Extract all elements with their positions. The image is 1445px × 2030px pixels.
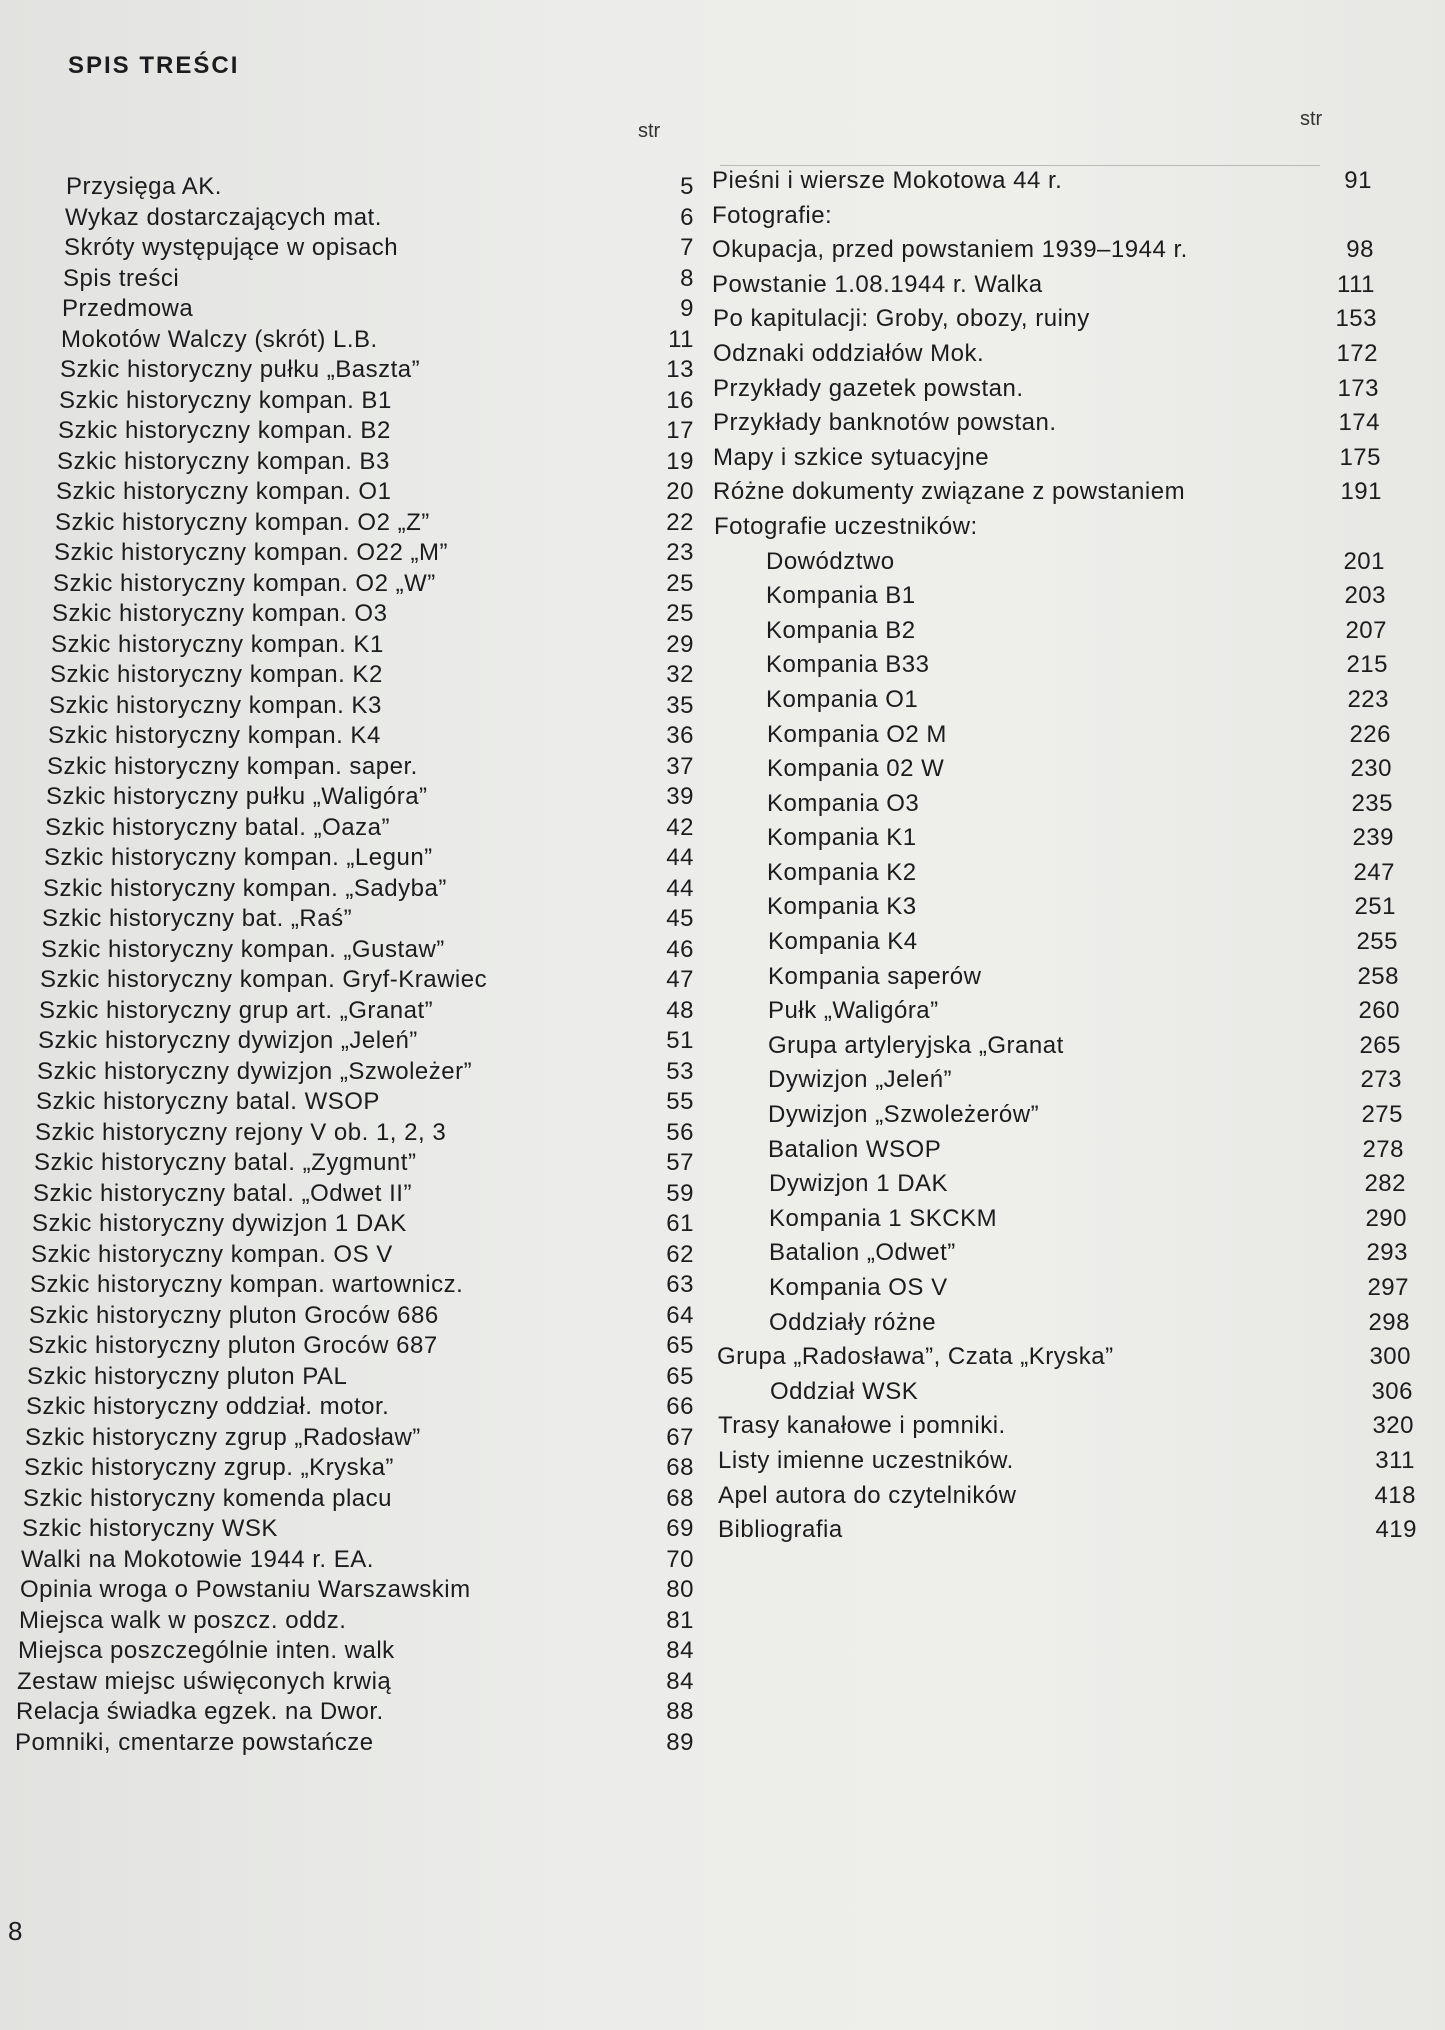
- toc-entry: [712, 268, 1392, 303]
- toc-entry-page: 80: [666, 1576, 694, 1603]
- toc-entry: [712, 233, 1392, 268]
- toc-entry-page: 275: [1361, 1101, 1403, 1129]
- toc-entry: [34, 1148, 734, 1179]
- toc-entry: [22, 1514, 722, 1545]
- toc-entry-title: Szkic historyczny pluton PAL: [27, 1362, 348, 1390]
- toc-entry-title: Szkic historyczny kompan. K3: [49, 691, 382, 719]
- toc-entry-title: Szkic historyczny kompan. O2 „W”: [53, 569, 436, 597]
- toc-entry: [717, 1236, 1408, 1271]
- toc-entry-page: 29: [666, 630, 694, 658]
- toc-entry-page: 22: [666, 508, 694, 536]
- toc-entry-page: 223: [1347, 685, 1389, 713]
- toc-entry: [24, 1453, 724, 1484]
- toc-entry-title: Szkic historyczny kompan. O1: [56, 478, 392, 505]
- toc-entry-title: Szkic historyczny grup art. „Granat”: [39, 996, 434, 1024]
- toc-entry-title: Szkic historyczny dywizjon „Szwoleżer”: [37, 1057, 473, 1085]
- toc-entry-title: Szkic historyczny kompan. wartownicz.: [30, 1271, 464, 1298]
- toc-entry-page: 55: [666, 1088, 694, 1115]
- toc-entry-title: Szkic historyczny bat. „Raś”: [42, 905, 353, 932]
- toc-entry: [59, 386, 759, 417]
- toc-entry-title: Mapy i szkice sytuacyjne: [713, 443, 990, 471]
- toc-entry-page: 45: [666, 905, 694, 932]
- toc-entry: [714, 648, 1394, 683]
- left-page-column-header: str: [638, 120, 661, 142]
- toc-left-column: [14, 172, 714, 1758]
- toc-entry-title: Kompania K2: [767, 858, 917, 886]
- toc-entry: [61, 325, 761, 356]
- toc-entry: [26, 1392, 726, 1423]
- toc-entry-page: 5: [680, 173, 694, 200]
- toc-entry: [718, 1479, 1416, 1514]
- toc-entry: [60, 355, 760, 386]
- toc-entry-page: 418: [1374, 1481, 1416, 1509]
- toc-entry: [66, 172, 766, 203]
- toc-entry: [63, 264, 763, 295]
- toc-entry: [716, 1063, 1402, 1098]
- toc-entry-page: 56: [666, 1118, 694, 1146]
- toc-entry-page: 32: [666, 661, 694, 688]
- toc-entry-page: 297: [1367, 1274, 1409, 1301]
- toc-entry-page: 68: [666, 1484, 694, 1512]
- toc-entry-title: Dowództwo: [766, 547, 895, 575]
- toc-entry-page: 62: [666, 1240, 694, 1268]
- toc-entry: [17, 1667, 717, 1698]
- toc-entry: [48, 721, 748, 752]
- toc-entry-page: 57: [666, 1149, 694, 1176]
- toc-entry-title: Listy imienne uczestników.: [718, 1446, 1014, 1474]
- toc-entry-page: 68: [666, 1454, 694, 1481]
- toc-entry-page: 235: [1351, 789, 1393, 817]
- toc-entry-page: 298: [1368, 1308, 1410, 1336]
- toc-entry-title: Szkic historyczny kompan. „Gustaw”: [41, 935, 445, 963]
- toc-entry-page: 8: [680, 264, 694, 292]
- toc-entry-page: 63: [666, 1271, 694, 1298]
- toc-entry: [54, 538, 754, 569]
- toc-entry-title: Grupa „Radosława”, Czata „Kryska”: [717, 1343, 1114, 1371]
- toc-entry: [713, 475, 1393, 510]
- toc-entry: [28, 1331, 728, 1362]
- toc-entry-page: 84: [666, 1637, 694, 1664]
- toc-entry-title: Szkic historyczny kompan. Gryf-Krawiec: [40, 966, 488, 993]
- toc-entry-title: Szkic historyczny kompan. K1: [51, 630, 384, 658]
- toc-entry: [58, 416, 758, 447]
- toc-entry-page: 273: [1360, 1066, 1402, 1094]
- toc-entry: [715, 787, 1395, 822]
- toc-entry: [45, 813, 745, 844]
- toc-entry: [713, 406, 1393, 441]
- toc-entry-page: 311: [1375, 1446, 1415, 1474]
- toc-entry-page: 35: [666, 691, 694, 719]
- toc-entry-title: Fotografie uczestników:: [714, 512, 978, 540]
- toc-entry-page: 39: [666, 783, 694, 810]
- page-title: SPIS TREŚCI: [68, 52, 240, 79]
- toc-entry-page: 207: [1345, 616, 1387, 644]
- toc-entry-title: Dywizjon „Szwoleżerów”: [768, 1101, 1040, 1129]
- toc-entry-title: Szkic historyczny zgrup „Radosław”: [25, 1423, 421, 1451]
- toc-entry: [23, 1484, 723, 1515]
- toc-entry: [716, 960, 1399, 995]
- toc-entry-title: Szkic historyczny kompan. O22 „M”: [54, 539, 448, 566]
- toc-entry-title: Szkic historyczny batal. „Zygmunt”: [34, 1149, 417, 1176]
- toc-entry: [47, 752, 747, 783]
- toc-entry-title: Szkic historyczny kompan. B1: [59, 386, 392, 414]
- toc-entry: [715, 752, 1395, 787]
- toc-entry-page: 66: [666, 1393, 694, 1420]
- toc-entry: [32, 1209, 732, 1240]
- toc-entry-page: 64: [666, 1301, 694, 1329]
- toc-entry-title: Szkic historyczny pułku „Baszta”: [60, 356, 421, 383]
- toc-entry: [31, 1240, 731, 1271]
- toc-entry-title: Przykłady gazetek powstan.: [713, 374, 1024, 402]
- toc-entry: [716, 994, 1400, 1029]
- toc-entry: [714, 510, 1394, 545]
- toc-entry-page: 59: [666, 1179, 694, 1207]
- toc-entry: [717, 1340, 1411, 1375]
- toc-entry: [714, 545, 1394, 580]
- toc-entry-title: Różne dokumenty związane z powstaniem: [713, 478, 1186, 506]
- toc-entry-title: Kompania O3: [767, 789, 920, 817]
- toc-entry-title: Kompania K3: [767, 893, 917, 921]
- toc-entry: [18, 1636, 718, 1667]
- toc-entry-title: Kompania saperów: [768, 962, 982, 990]
- toc-entry: [716, 1098, 1403, 1133]
- toc-entry: [49, 691, 749, 722]
- toc-entry: [35, 1118, 735, 1149]
- toc-entry: [716, 925, 1396, 960]
- toc-entry-title: Dywizjon „Jeleń”: [768, 1066, 953, 1094]
- toc-entry-page: 46: [666, 935, 694, 963]
- toc-entry-title: Szkic historyczny kompan. „Legun”: [44, 844, 433, 871]
- toc-entry-page: 25: [666, 569, 694, 597]
- toc-entry-title: Szkic historyczny zgrup. „Kryska”: [24, 1454, 394, 1481]
- toc-entry: [715, 821, 1395, 856]
- toc-entry-page: 191: [1340, 478, 1382, 506]
- toc-entry-page: 44: [666, 874, 694, 902]
- toc-entry-title: Szkic historyczny kompan. B2: [58, 417, 391, 444]
- toc-entry-page: 265: [1359, 1031, 1401, 1059]
- toc-entry: [718, 1444, 1415, 1479]
- toc-entry: [718, 1375, 1413, 1410]
- toc-entry-page: 278: [1362, 1135, 1404, 1163]
- toc-entry-title: Szkic historyczny kompan. O2 „Z”: [55, 508, 430, 536]
- toc-entry-title: Kompania 1 SKCKM: [769, 1204, 998, 1232]
- toc-entry-title: Batalion „Odwet”: [769, 1239, 956, 1267]
- toc-entry-title: Szkic historyczny batal. „Oaza”: [45, 813, 390, 841]
- toc-entry: [715, 856, 1395, 891]
- toc-entry-page: 293: [1366, 1239, 1408, 1267]
- toc-entry: [712, 164, 1392, 199]
- toc-entry-title: Apel autora do czytelników: [718, 1481, 1017, 1509]
- toc-entry-title: Po kapitulacji: Groby, obozy, ruiny: [713, 305, 1090, 333]
- toc-entry-title: Kompania B33: [766, 651, 930, 679]
- toc-entry: [27, 1362, 727, 1393]
- toc-entry: [56, 477, 756, 508]
- toc-entry-page: 419: [1375, 1516, 1417, 1544]
- toc-entry: [36, 1087, 736, 1118]
- toc-entry-page: 175: [1339, 443, 1381, 471]
- toc-entry-page: 88: [666, 1698, 694, 1725]
- toc-entry-title: Kompania 02 W: [767, 755, 945, 783]
- toc-entry-page: 226: [1349, 720, 1391, 748]
- toc-entry: [718, 1409, 1414, 1444]
- toc-entry-title: Szkic historyczny batal. „Odwet II”: [33, 1179, 412, 1207]
- toc-entry-title: Miejsca poszczególnie inten. walk: [18, 1637, 395, 1664]
- toc-entry: [30, 1270, 730, 1301]
- toc-entry-page: 203: [1344, 582, 1386, 610]
- toc-entry: [38, 1026, 738, 1057]
- toc-entry-title: Miejsca walk w poszcz. oddz.: [19, 1606, 347, 1634]
- toc-entry-title: Szkic historyczny WSK: [22, 1515, 278, 1542]
- toc-entry-page: 11: [668, 325, 694, 353]
- toc-entry: [43, 874, 743, 905]
- toc-entry: [15, 1728, 715, 1759]
- page-number: 8: [8, 1916, 23, 1946]
- toc-entry-title: Opinia wroga o Powstaniu Warszawskim: [20, 1576, 471, 1603]
- toc-entry-title: Spis treści: [63, 264, 180, 292]
- toc-entry-title: Batalion WSOP: [768, 1135, 942, 1163]
- toc-entry-page: 61: [666, 1210, 694, 1237]
- toc-entry-page: 258: [1357, 962, 1399, 990]
- toc-entry-title: Trasy kanałowe i pomniki.: [718, 1412, 1006, 1440]
- toc-entry: [717, 1202, 1407, 1237]
- toc-entry: [53, 569, 753, 600]
- toc-entry: [20, 1575, 720, 1606]
- toc-entry: [55, 508, 755, 539]
- toc-entry-title: Pieśni i wiersze Mokotowa 44 r.: [712, 167, 1063, 194]
- toc-entry: [714, 579, 1394, 614]
- toc-right-column: [712, 164, 1417, 1548]
- toc-entry: [50, 660, 750, 691]
- toc-entry-title: Szkic historyczny batal. WSOP: [36, 1088, 380, 1115]
- toc-entry-title: Okupacja, przed powstaniem 1939–1944 r.: [712, 236, 1188, 264]
- toc-entry: [39, 996, 739, 1027]
- toc-entry-title: Bibliografia: [718, 1516, 843, 1544]
- toc-entry-page: 16: [666, 386, 694, 414]
- toc-entry-page: 70: [666, 1545, 694, 1573]
- toc-entry-page: 67: [666, 1423, 694, 1451]
- toc-entry-page: 320: [1372, 1412, 1414, 1440]
- toc-entry-title: Grupa artyleryjska „Granat: [768, 1031, 1064, 1059]
- toc-entry-title: Szkic historyczny dywizjon 1 DAK: [32, 1210, 407, 1237]
- toc-entry: [42, 904, 742, 935]
- toc-entry-title: Kompania O1: [766, 685, 919, 713]
- toc-entry-page: 65: [666, 1332, 694, 1359]
- toc-entry: [715, 718, 1395, 753]
- toc-entry-page: 300: [1369, 1343, 1411, 1371]
- toc-entry-page: 201: [1343, 547, 1385, 575]
- toc-entry-page: 84: [666, 1667, 694, 1695]
- toc-entry: [712, 199, 1392, 234]
- toc-entry-page: 111: [1337, 270, 1375, 298]
- toc-entry-title: Szkic historyczny kompan. saper.: [47, 752, 418, 780]
- toc-entry-page: 239: [1352, 824, 1394, 852]
- toc-entry-title: Przedmowa: [62, 295, 194, 322]
- toc-entry-page: 19: [666, 447, 694, 475]
- toc-entry: [713, 302, 1393, 337]
- toc-entry-page: 69: [666, 1515, 694, 1542]
- toc-entry-title: Szkic historyczny kompan. B3: [57, 447, 390, 475]
- toc-entry: [717, 1271, 1409, 1306]
- toc-entry-page: 173: [1337, 374, 1379, 402]
- toc-entry-title: Szkic historyczny kompan. K2: [50, 661, 383, 688]
- toc-entry-title: Szkic historyczny dywizjon „Jeleń”: [38, 1027, 418, 1054]
- toc-entry-page: 260: [1358, 997, 1400, 1025]
- right-page-column-header: str: [1300, 108, 1323, 130]
- toc-entry-page: 251: [1354, 893, 1396, 921]
- toc-entry-title: Szkic historyczny kompan. OS V: [31, 1240, 393, 1268]
- toc-entry-title: Przysięga AK.: [66, 173, 222, 200]
- toc-entry: [718, 1513, 1417, 1548]
- toc-entry-page: 89: [666, 1728, 694, 1756]
- toc-entry: [715, 890, 1395, 925]
- toc-entry-page: 215: [1346, 651, 1388, 679]
- toc-entry-page: 17: [666, 417, 694, 444]
- toc-entry: [40, 965, 740, 996]
- toc-entry-title: Szkic historyczny pluton Groców 687: [28, 1332, 438, 1359]
- toc-entry: [716, 1029, 1401, 1064]
- toc-entry-page: 20: [666, 478, 694, 505]
- toc-entry: [714, 683, 1394, 718]
- toc-entry: [33, 1179, 733, 1210]
- toc-entry-page: 53: [666, 1057, 694, 1085]
- toc-entry: [65, 203, 765, 234]
- toc-entry-title: Szkic historyczny kompan. „Sadyba”: [43, 874, 447, 902]
- toc-entry-title: Oddziały różne: [769, 1308, 937, 1336]
- toc-entry-page: 9: [680, 295, 694, 322]
- toc-entry-title: Pomniki, cmentarze powstańcze: [15, 1728, 374, 1756]
- toc-entry-page: 290: [1365, 1204, 1407, 1232]
- toc-entry-page: 174: [1338, 409, 1380, 437]
- toc-entry: [44, 843, 744, 874]
- toc-entry-page: 25: [666, 600, 694, 627]
- toc-entry-title: Kompania K4: [768, 928, 918, 956]
- toc-entry-page: 91: [1344, 167, 1372, 194]
- toc-entry-page: 81: [666, 1606, 694, 1634]
- toc-entry-page: 153: [1335, 305, 1377, 333]
- toc-entry: [62, 294, 762, 325]
- toc-entry-title: Skróty występujące w opisach: [64, 234, 399, 261]
- toc-entry-title: Szkic historyczny kompan. O3: [52, 600, 388, 627]
- toc-entry-title: Walki na Mokotowie 1944 r. EA.: [21, 1545, 374, 1573]
- toc-entry-page: 172: [1336, 339, 1378, 367]
- toc-entry-page: 44: [666, 844, 694, 871]
- toc-entry-page: 282: [1364, 1170, 1406, 1198]
- toc-entry: [717, 1306, 1410, 1341]
- toc-entry-title: Kompania B1: [766, 582, 916, 610]
- toc-entry-title: Relacja świadka egzek. na Dwor.: [16, 1698, 384, 1725]
- toc-entry: [46, 782, 746, 813]
- toc-entry-title: Kompania O2 M: [767, 720, 947, 748]
- toc-entry: [29, 1301, 729, 1332]
- toc-entry-title: Kompania OS V: [769, 1274, 948, 1301]
- toc-entry: [19, 1606, 719, 1637]
- toc-entry: [25, 1423, 725, 1454]
- toc-entry-page: 23: [666, 539, 694, 566]
- toc-entry-title: Przykłady banknotów powstan.: [713, 409, 1057, 437]
- toc-entry-page: 230: [1350, 755, 1392, 783]
- toc-entry: [717, 1167, 1406, 1202]
- toc-entry: [51, 630, 751, 661]
- toc-entry-page: 36: [666, 722, 694, 749]
- toc-entry-title: Odznaki oddziałów Mok.: [713, 339, 985, 367]
- toc-entry-title: Mokotów Walczy (skrót) L.B.: [61, 325, 378, 353]
- toc-entry-page: 7: [680, 234, 694, 261]
- toc-entry-page: 65: [666, 1362, 694, 1390]
- toc-entry: [21, 1545, 721, 1576]
- toc-entry: [713, 372, 1393, 407]
- toc-entry-page: 255: [1356, 928, 1398, 956]
- toc-entry: [57, 447, 757, 478]
- toc-entry-title: Pułk „Waligóra”: [768, 997, 939, 1025]
- toc-entry: [64, 233, 764, 264]
- toc-entry-title: Szkic historyczny pułku „Waligóra”: [46, 783, 428, 810]
- toc-entry: [16, 1697, 716, 1728]
- toc-entry-title: Wykaz dostarczających mat.: [65, 203, 382, 231]
- toc-entry-title: Kompania K1: [767, 824, 917, 852]
- toc-entry-title: Kompania B2: [766, 616, 916, 644]
- toc-entry-title: Szkic historyczny rejony V ob. 1, 2, 3: [35, 1118, 447, 1146]
- toc-entry: [41, 935, 741, 966]
- toc-entry-page: 47: [666, 966, 694, 993]
- toc-entry-page: 13: [666, 356, 694, 383]
- toc-entry-title: Powstanie 1.08.1944 r. Walka: [712, 270, 1043, 298]
- toc-entry: [37, 1057, 737, 1088]
- toc-entry-page: 247: [1353, 858, 1395, 886]
- toc-entry: [713, 337, 1393, 372]
- toc-entry-title: Fotografie:: [712, 201, 833, 229]
- toc-entry-page: 98: [1346, 236, 1374, 264]
- toc-entry-page: 48: [666, 996, 694, 1024]
- toc-entry-title: Szkic historyczny komenda placu: [23, 1484, 392, 1512]
- toc-entry: [714, 614, 1394, 649]
- toc-entry-page: 42: [666, 813, 694, 841]
- toc-entry: [716, 1133, 1404, 1168]
- toc-entry-title: Oddział WSK: [770, 1377, 919, 1405]
- toc-entry-title: Dywizjon 1 DAK: [769, 1170, 949, 1198]
- toc-entry-page: 51: [666, 1027, 694, 1054]
- toc-entry-title: Zestaw miejsc uświęconych krwią: [17, 1667, 392, 1695]
- toc-entry-title: Szkic historyczny pluton Groców 686: [29, 1301, 439, 1329]
- toc-entry-page: 37: [666, 752, 694, 780]
- toc-entry-title: Szkic historyczny kompan. K4: [48, 722, 381, 749]
- toc-entry-title: Szkic historyczny oddział. motor.: [26, 1393, 390, 1420]
- toc-entry: [52, 599, 752, 630]
- toc-entry-page: 306: [1371, 1377, 1413, 1405]
- toc-entry: [713, 441, 1393, 476]
- toc-entry-page: 6: [680, 203, 694, 231]
